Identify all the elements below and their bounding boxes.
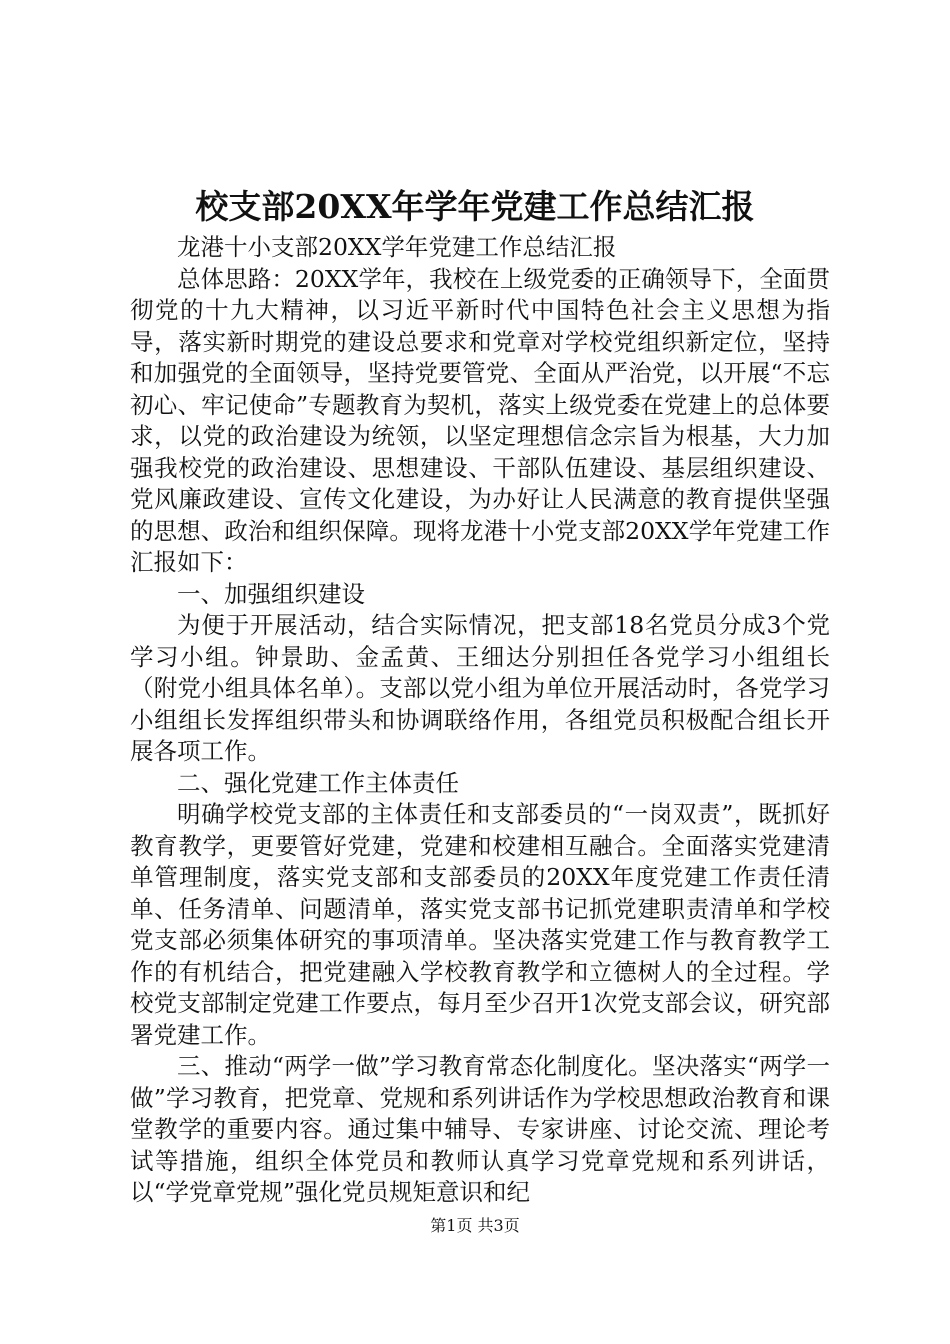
- paragraph-subtitle: 龙港十小支部20XX学年党建工作总结汇报: [177, 233, 617, 261]
- section-heading-2: 二、强化党建工作主体责任: [177, 768, 459, 797]
- section-heading-1: 一、加强组织建设: [177, 579, 365, 608]
- document-title: 校支部20XX年学年党建工作总结汇报: [195, 187, 755, 226]
- page-footer: 第1页 共3页: [430, 1216, 520, 1235]
- paragraph-section-1: 为便于开展活动，结合实际情况，把支部18名党员分成3个党学习小组。钟景助、金孟黄、王细达分别担任各党学习小组组长（附党小组具体名单）。支部以党小组为单位开展活动时，各党学习小组组长发挥组织带头和协调联络作用，各组党员积极配合组长开展各项工作。: [130, 611, 830, 765]
- document-body: [130, 232, 830, 1209]
- paragraph-section-2: 明确学校党支部的主体责任和支部委员的“一岗双责”，既抓好教育教学，更要管好党建，党建和校建相互融合。全面落实党建清单管理制度，落实党支部和支部委员的20XX年度党建工作责任清单、任务清单、问题清单，落实党支部书记抓党建职责清单和学校党支部必须集体研究的事项清单。坚决落实党建工作与教育教学工作的有机结合，把党建融入学校教育教学和立德树人的全过程。学校党支部制定党建工作要点，每月至少召开1次党支部会议，研究部署党建工作。: [130, 800, 830, 1049]
- paragraph-overview: 总体思路：20XX学年，我校在上级党委的正确领导下，全面贯彻党的十九大精神，以习近平新时代中国特色社会主义思想为指导，落实新时期党的建设总要求和党章对学校党组织新定位，坚持和加强党的全面领导，坚持党要管党、全面从严治党，以开展“不忘初心、牢记使命”专题教育为契机，落实上级党委在党建上的总体要求，以党的政治建设为统领，以坚定理想信念宗旨为根基，大力加强我校党的政治建设、思想建设、干部队伍建设、基层组织建设、党风廉政建设、宣传文化建设，为办好让人民满意的教育提供坚强的思想、政治和组织保障。现将龙港十小党支部20XX学年党建工作汇报如下：: [130, 264, 830, 576]
- paragraph-section-3: 三、推动“两学一做”学习教育常态化制度化。坚决落实“两学一做”学习教育，把党章、党规和系列讲话作为学校思想政治教育和课堂教学的重要内容。通过集中辅导、专家讲座、讨论交流、理论考试等措施，组织全体党员和教师认真学习党章党规和系列讲话，以“学党章党规”强化党员规矩意识和纪: [130, 1052, 830, 1206]
